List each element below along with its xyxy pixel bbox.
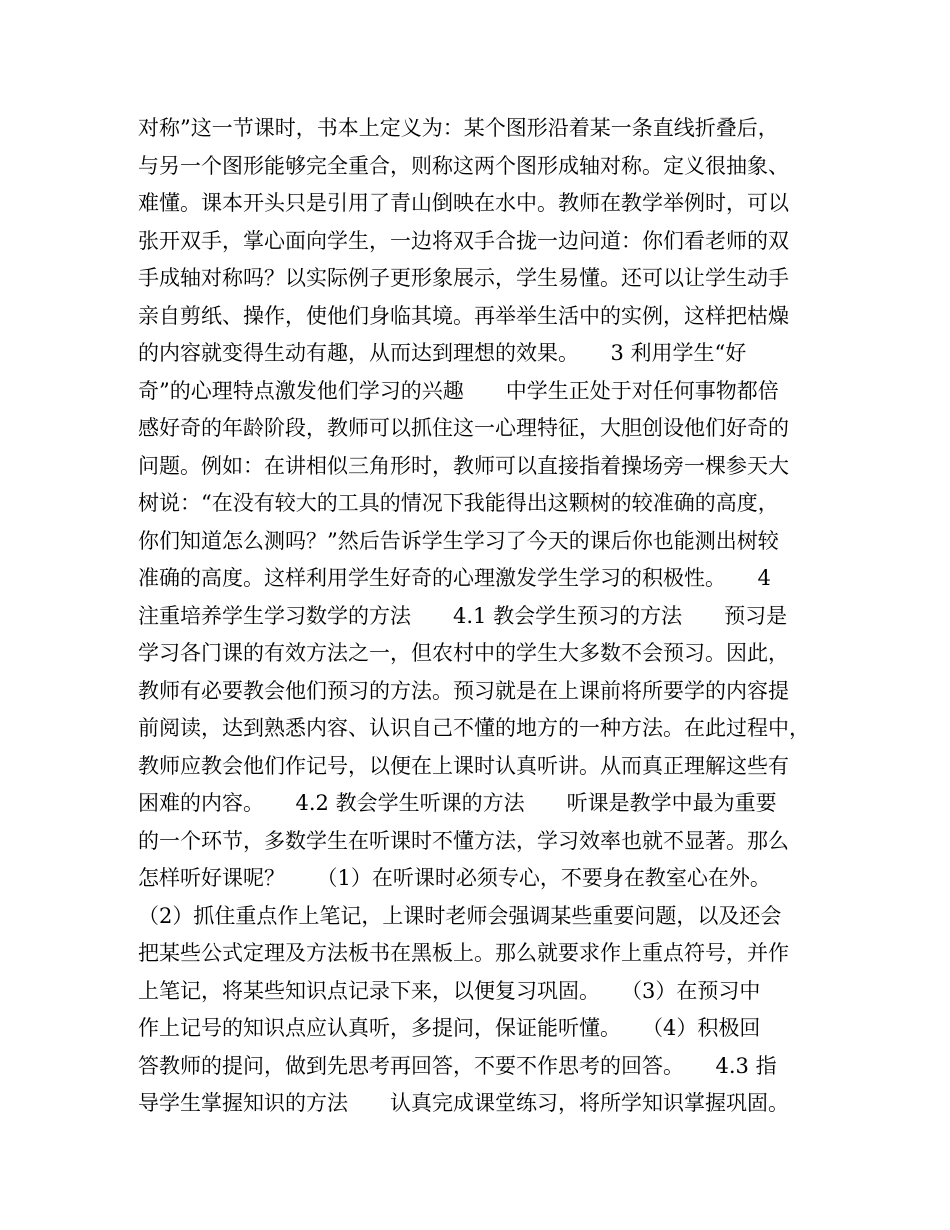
text-line: 亲自剪纸、操作，使他们身临其境。再举举生活中的实例，这样把枯燥 <box>138 303 789 328</box>
text-line: 把某些公式定理及方法板书在黑板上。那么就要求作上重点符号，并作 <box>138 941 789 965</box>
text-line: 导学生掌握知识的方法 认真完成课堂练习，将所学知识掌握巩固。 <box>138 1091 789 1115</box>
text-line: 的一个环节，多数学生在听课时不懂方法，学习效率也就不显著。那么 <box>138 828 789 853</box>
text-line: 教师有必要教会他们预习的方法。预习就是在上课前将所要学的内容提 <box>138 678 789 703</box>
text-line: 问题。例如：在讲相似三角形时，教师可以直接指着操场旁一棵参天大 <box>138 453 789 478</box>
text-line: 学习各门课的有效方法之一，但农村中的学生大多数不会预习。因此， <box>138 641 789 665</box>
text-line: 准确的高度。这样利用学生好奇的心理激发学生学习的积极性。 4 <box>138 566 771 590</box>
text-line: 答教师的提问，做到先思考再回答，不要不作思考的回答。 4.3 指 <box>138 1053 777 1078</box>
text-line: 张开双手，掌心面向学生，一边将双手合拢一边问道：你们看老师的双 <box>138 228 789 253</box>
text-line: 难懂。课本开头只是引用了青山倒映在水中。教师在教学举例时，可以 <box>138 191 789 215</box>
text-line: 奇”的心理特点激发他们学习的兴趣 中学生正处于对任何事物都倍 <box>138 378 779 403</box>
text-line: 上笔记，将某些知识点记录下来，以便复习巩固。 （3）在预习中 <box>138 978 761 1003</box>
text-line: （2）抓住重点作上笔记，上课时老师会强调某些重要问题，以及还会 <box>138 903 782 928</box>
text-line: 注重培养学生学习数学的方法 4.1 教会学生预习的方法 预习是 <box>138 603 788 628</box>
text-line: 的内容就变得生动有趣，从而达到理想的效果。 3 利用学生“好 <box>138 341 747 365</box>
body-text <box>138 110 838 1123</box>
text-line: 你们知道怎么测吗？”然后告诉学生学习了今天的课后你也能测出树较 <box>138 528 779 553</box>
text-line: 树说：“在没有较大的工具的情况下我能得出这颗树的较准确的高度， <box>138 491 779 515</box>
text-line: 前阅读，达到熟悉内容、认识自己不懂的地方的一种方法。在此过程中， <box>138 716 810 740</box>
text-line: 怎样听好课呢？ （1）在听课时必须专心，不要身在教室心在外。 <box>138 866 771 890</box>
text-line: 手成轴对称吗？以实际例子更形象展示，学生易懂。还可以让学生动手 <box>138 266 789 290</box>
text-line: 困难的内容。 4.2 教会学生听课的方法 听课是教学中最为重要 <box>138 791 777 815</box>
text-line: 与另一个图形能够完全重合，则称这两个图形成轴对称。定义很抽象、 <box>138 153 789 178</box>
text-line: 感好奇的年龄阶段，教师可以抓住这一心理特征，大胆创设他们好奇的 <box>138 416 789 440</box>
text-line: 教师应教会他们作记号，以便在上课时认真听讲。从而真正理解这些有 <box>138 753 789 778</box>
text-line: 对称”这一节课时，书本上定义为：某个图形沿着某一条直线折叠后， <box>138 116 779 140</box>
text-line: 作上记号的知识点应认真听，多提问，保证能听懂。 （4）积极回 <box>138 1016 761 1040</box>
